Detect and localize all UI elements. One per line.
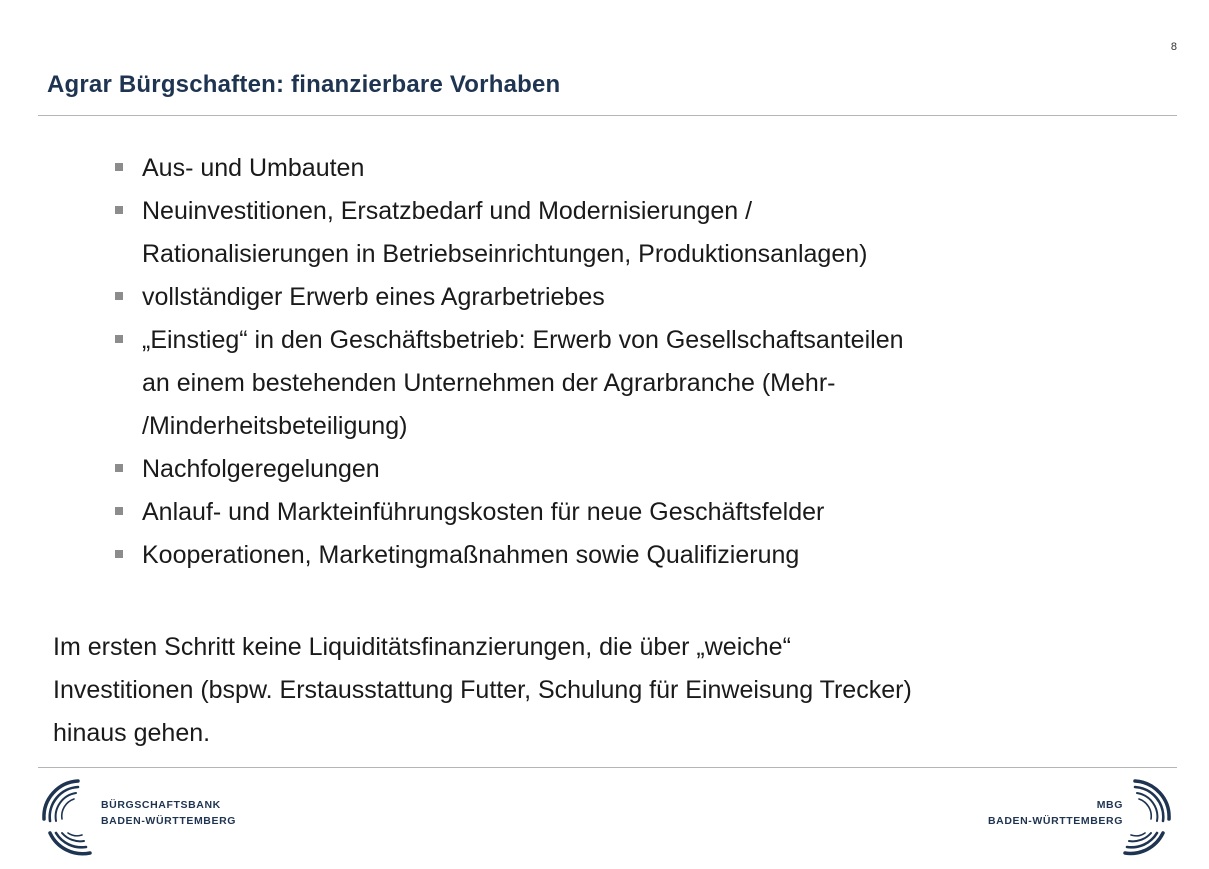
bullet-marker-icon: [115, 163, 123, 171]
bullet-marker-icon: [115, 550, 123, 558]
bullet-text: Kooperationen, Marketingmaßnahmen sowie Qualifizierung: [142, 541, 800, 569]
bullet-marker-icon: [115, 335, 123, 343]
logo-buergschaftsbank: [38, 775, 278, 859]
logo-right-line2: BADEN-WÜRTTEMBERG: [987, 815, 1123, 827]
bullet-marker-icon: [115, 464, 123, 472]
note-line: Investitionen (bspw. Erstausstattung Futter, Schulung für Einweisung Trecker): [53, 676, 912, 704]
bullet-text: Nachfolgeregelungen: [142, 455, 380, 483]
title-divider: [38, 115, 1177, 116]
logo-left-line2: BADEN-WÜRTTEMBERG: [101, 815, 237, 827]
bullet-text: Rationalisierungen in Betriebseinrichtungen, Produktionsanlagen): [142, 240, 868, 268]
logo-left-line1: BÜRGSCHAFTSBANK: [101, 799, 221, 811]
bullet-text: „Einstieg“ in den Geschäftsbetrieb: Erwerb von Gesellschaftsanteilen: [142, 326, 904, 354]
bullet-text: an einem bestehenden Unternehmen der Agrarbranche (Mehr-: [142, 369, 836, 397]
bullet-text: /Minderheitsbeteiligung): [142, 412, 408, 440]
bullet-text: Aus- und Umbauten: [142, 154, 365, 182]
note-line: hinaus gehen.: [53, 719, 211, 747]
page-number: 8: [1170, 41, 1177, 53]
bullet-marker-icon: [115, 292, 123, 300]
bullet-item: [112, 319, 1152, 448]
bullet-list: [112, 147, 1152, 577]
bullet-text: vollständiger Erwerb eines Agrarbetriebes: [142, 283, 605, 311]
slide-title: Agrar Bürgschaften: finanzierbare Vorhaben: [47, 71, 561, 98]
bullet-text: Anlauf- und Markteinführungskosten für neue Geschäftsfelder: [142, 498, 825, 526]
bullet-item: [112, 534, 1152, 577]
bullet-item: [112, 491, 1152, 534]
note-paragraph: [53, 626, 1173, 755]
bullet-marker-icon: [115, 507, 123, 515]
bullet-text: Neuinvestitionen, Ersatzbedarf und Modernisierungen /: [142, 197, 753, 225]
footer-divider: [38, 767, 1177, 768]
bullet-item: [112, 147, 1152, 190]
swirl-logo-icon: [1115, 775, 1175, 859]
note-line: Im ersten Schritt keine Liquiditätsfinanzierungen, die über „weiche“: [53, 633, 791, 661]
bullet-item: [112, 276, 1152, 319]
logo-right-line1: MBG: [1096, 799, 1123, 811]
bullet-item: [112, 190, 1152, 276]
bullet-item: [112, 448, 1152, 491]
bullet-marker-icon: [115, 206, 123, 214]
logo-mbg: [987, 775, 1175, 859]
